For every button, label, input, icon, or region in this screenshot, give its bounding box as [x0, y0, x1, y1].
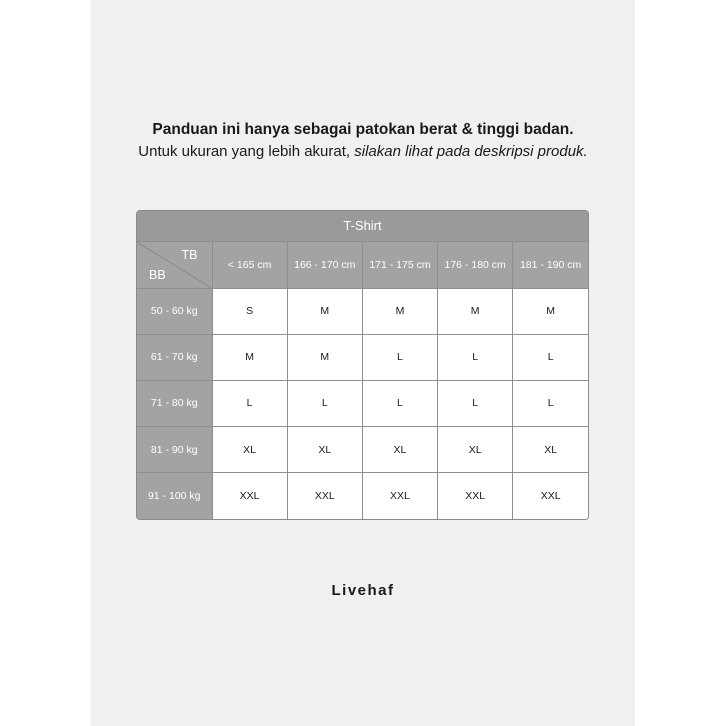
size-cell: M — [362, 288, 437, 334]
size-cell: S — [212, 288, 287, 334]
size-cell: L — [438, 334, 513, 380]
table-row — [137, 473, 588, 519]
row-label: 50 - 60 kg — [137, 288, 212, 334]
table-row — [137, 380, 588, 426]
size-cell: M — [438, 288, 513, 334]
size-cell: M — [287, 334, 362, 380]
size-cell: XL — [438, 427, 513, 473]
intro-line-2-text: Untuk ukuran yang lebih akurat, — [138, 143, 355, 160]
size-cell: XL — [513, 427, 588, 473]
size-cell: L — [513, 380, 588, 426]
size-chart — [136, 210, 589, 520]
size-cell: XL — [212, 427, 287, 473]
column-header: 181 - 190 cm — [513, 241, 588, 288]
size-cell: L — [362, 334, 437, 380]
column-header: < 165 cm — [212, 241, 287, 288]
intro-line-1: Panduan ini hanya sebagai patokan berat & tinggi badan. — [152, 121, 574, 138]
row-label: 71 - 80 kg — [137, 380, 212, 426]
size-table — [137, 211, 588, 519]
column-header: 171 - 175 cm — [362, 241, 437, 288]
size-cell: L — [438, 380, 513, 426]
column-header: 166 - 170 cm — [287, 241, 362, 288]
table-row — [137, 288, 588, 334]
size-cell: XL — [287, 427, 362, 473]
intro-line-2 — [91, 143, 635, 160]
size-cell: XXL — [212, 473, 287, 519]
size-cell: L — [513, 334, 588, 380]
size-cell: XXL — [438, 473, 513, 519]
column-header: 176 - 180 cm — [438, 241, 513, 288]
size-cell: XXL — [513, 473, 588, 519]
row-label: 91 - 100 kg — [137, 473, 212, 519]
corner-label-height: TB — [181, 247, 198, 262]
size-cell: L — [287, 380, 362, 426]
size-cell: M — [212, 334, 287, 380]
row-label: 81 - 90 kg — [137, 427, 212, 473]
corner-label-weight: BB — [149, 267, 166, 282]
intro-line-2-italic: silakan lihat pada deskripsi produk. — [354, 143, 588, 160]
brand-logo: Livehaf — [331, 582, 395, 599]
size-cell: XL — [362, 427, 437, 473]
corner-cell — [137, 241, 212, 288]
table-body — [137, 288, 588, 519]
size-cell: L — [362, 380, 437, 426]
content-panel — [91, 0, 635, 726]
size-cell: M — [287, 288, 362, 334]
size-cell: XXL — [287, 473, 362, 519]
size-cell: L — [212, 380, 287, 426]
row-label: 61 - 70 kg — [137, 334, 212, 380]
chart-title: T-Shirt — [137, 211, 588, 241]
size-cell: M — [513, 288, 588, 334]
size-cell: XXL — [362, 473, 437, 519]
table-row — [137, 334, 588, 380]
table-row — [137, 427, 588, 473]
